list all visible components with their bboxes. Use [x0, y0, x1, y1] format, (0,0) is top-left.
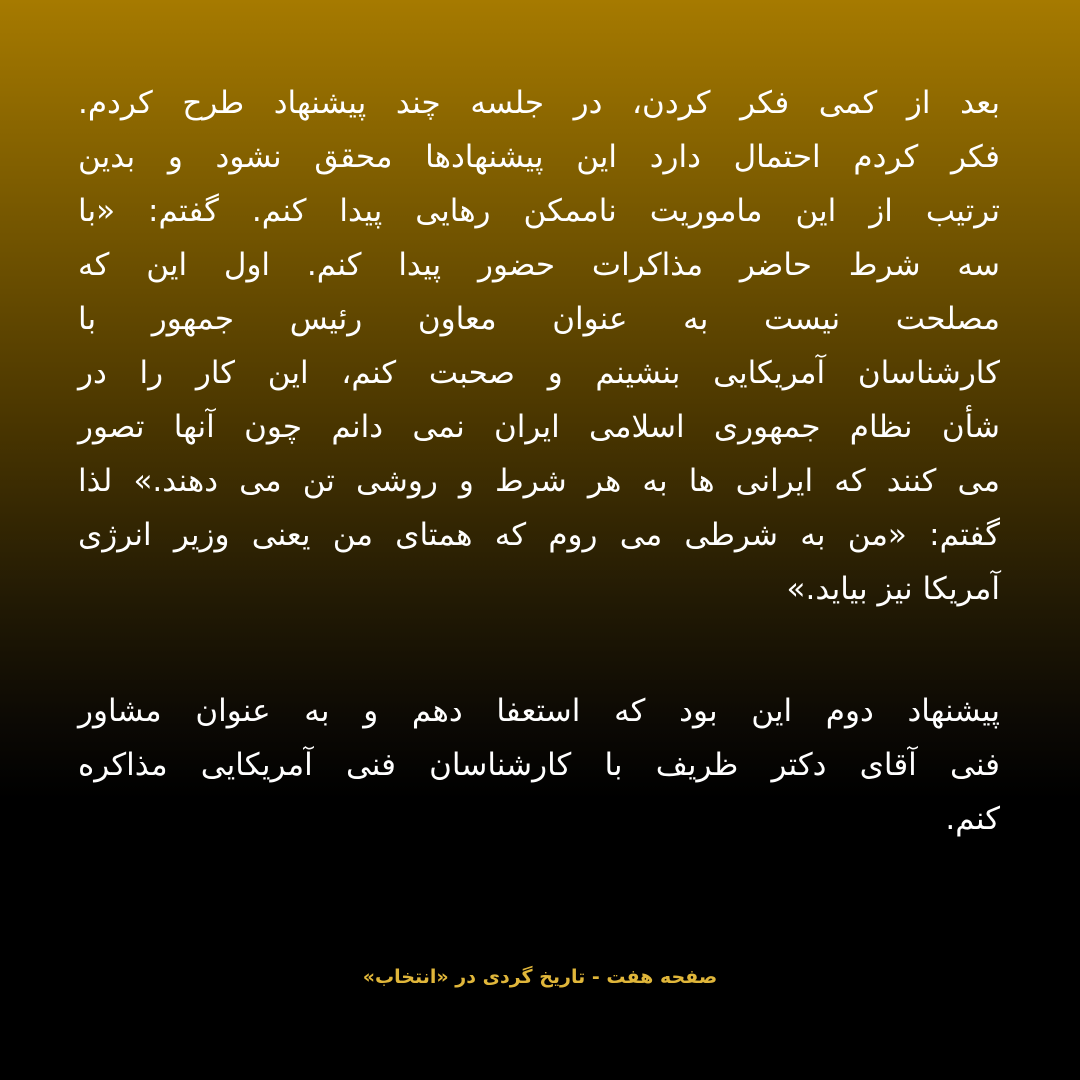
text-line: پیشنهاد دوم این بود که استعفا دهم و به عنوان مشاور	[78, 693, 1000, 729]
text-line: شأن نظام جمهوری اسلامی ایران نمی دانم چون آنها تصور	[78, 409, 1000, 445]
text-line: می کنند که ایرانی ها به هر شرط و روشی تن می دهند.» لذا	[78, 463, 1000, 499]
text-line: آمریکا نیز بیاید.»	[786, 571, 1000, 607]
text-line: گفتم: «من به شرطی می روم که همتای من یعنی وزیر انرژی	[78, 517, 1000, 553]
text-line: کارشناسان آمریکایی بنشینم و صحبت کنم، این کار را در	[78, 355, 1000, 391]
footer-caption: صفحه هفت - تاریخ گردی در «انتخاب»	[362, 966, 718, 988]
text-line: ترتیب از این ماموریت ناممکن رهایی پیدا کنم. گفتم: «با	[78, 193, 1000, 229]
text-line: بعد از کمی فکر کردن، در جلسه چند پیشنهاد طرح کردم.	[78, 85, 1000, 121]
paragraph-2	[78, 684, 1000, 846]
text-line: سه شرط حاضر مذاکرات حضور پیدا کنم. اول این که	[78, 247, 1000, 283]
text-line: کنم.	[945, 801, 1000, 837]
text-line: فکر کردم احتمال دارد این پیشنهادها محقق نشود و بدین	[78, 139, 1000, 175]
text-line: مصلحت نیست به عنوان معاون رئیس جمهور با	[78, 301, 1000, 337]
text-line: فنی آقای دکتر ظریف با کارشناسان فنی آمریکایی مذاکره	[78, 747, 1000, 783]
paragraph-1	[78, 76, 1000, 616]
